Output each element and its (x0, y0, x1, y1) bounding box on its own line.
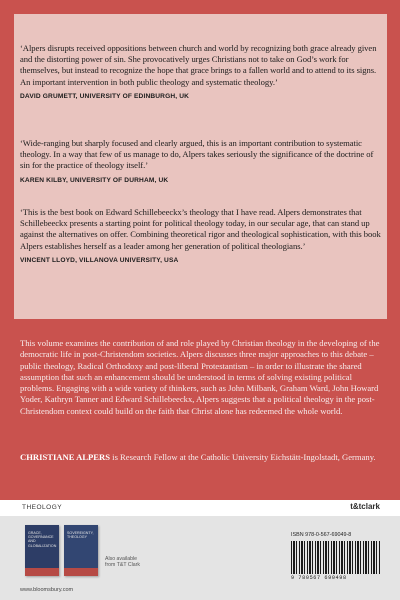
author-bio-text: is Research Fellow at the Catholic University Eichstätt-Ingolstadt, Germany. (110, 452, 376, 462)
author-name: CHRISTIANE ALPERS (20, 452, 111, 462)
category-label: THEOLOGY (22, 504, 63, 511)
related-book-title: GRACE, GOVERNANCE AND GLOBALIZATION (28, 531, 57, 548)
endorsement-1 (20, 43, 382, 102)
endorsement-text: ‘Wide-ranging but sharply focused and clearly argued, this is an important contribution to systematic theology. In a way that few of us manage to do, Alpers takes seriously the significance of the doctrine of sin for the practice of theology itself.’ (20, 138, 374, 171)
related-book-cover (64, 525, 98, 576)
barcode-digits: 9 780567 690498 (291, 575, 347, 581)
author-bio (20, 452, 382, 463)
also-available-line: from T&T Clark (105, 562, 140, 569)
endorsement-text: ‘This is the best book on Edward Schillebeeckx’s theology that I have read. Alpers demonstrates that Schillebeeckx presents a starting point for political theology today, in our secular age, that can stand up against the alternatives on offer. Combining theoretical rigor and theological sophistication, with this book Alpers establishes herself as a leader among her generation of political theologians.’ (20, 207, 381, 251)
publisher-website: www.bloomsbury.com (20, 587, 74, 593)
book-cover-stripe (25, 568, 59, 576)
endorsement-text: ‘Alpers disrupts received oppositions between church and world by recognizing both grace already given and the distorting power of sin. She provocatively urges Christians not to take on God’s work for themselves, but instead to recognize the hope that grace brings to a fallen world and to attend to its signs. An important intervention in both public theology and systematic theology.’ (20, 43, 377, 87)
endorsement-2 (20, 138, 382, 186)
also-available-line: Also available (105, 556, 138, 562)
endorsement-3 (20, 207, 382, 266)
book-description: This volume examines the contribution of and role played by Christian theology in the developing of the democratic life in post-Christendom societies. Alpers discusses three major approaches to this debate – public theology, Radical Orthodoxy and post-liberal Protestantism – in order to illustrate the shared assumption that such an enhancement should be understood in terms of solving existing political problems. Engaging with a wide variety of thinkers, such as John Milbank, Graham Ward, John Howard Yoder, Kathryn Tanner and Edward Schillebeeckx, Alpers suggests that a political theology in the post-Christendom context could build on the faith that Christ alone has redeemed the whole world. (20, 338, 380, 416)
endorsement-source: KAREN KILBY, UNIVERSITY OF DURHAM, UK (20, 176, 169, 184)
barcode (291, 541, 381, 574)
isbn-text: ISBN 978-0-567-69049-8 (291, 532, 352, 538)
endorsement-source: VINCENT LLOYD, VILLANOVA UNIVERSITY, USA (20, 256, 179, 264)
book-cover-stripe (64, 568, 98, 576)
related-book-cover (25, 525, 59, 576)
related-book-title: SOVEREIGNTY, THEOLOGY (67, 531, 94, 540)
publisher-logo: t&tclark (350, 502, 380, 511)
endorsement-source: DAVID GRUMETT, UNIVERSITY OF EDINBURGH, UK (20, 92, 190, 100)
also-available-note (105, 556, 140, 568)
